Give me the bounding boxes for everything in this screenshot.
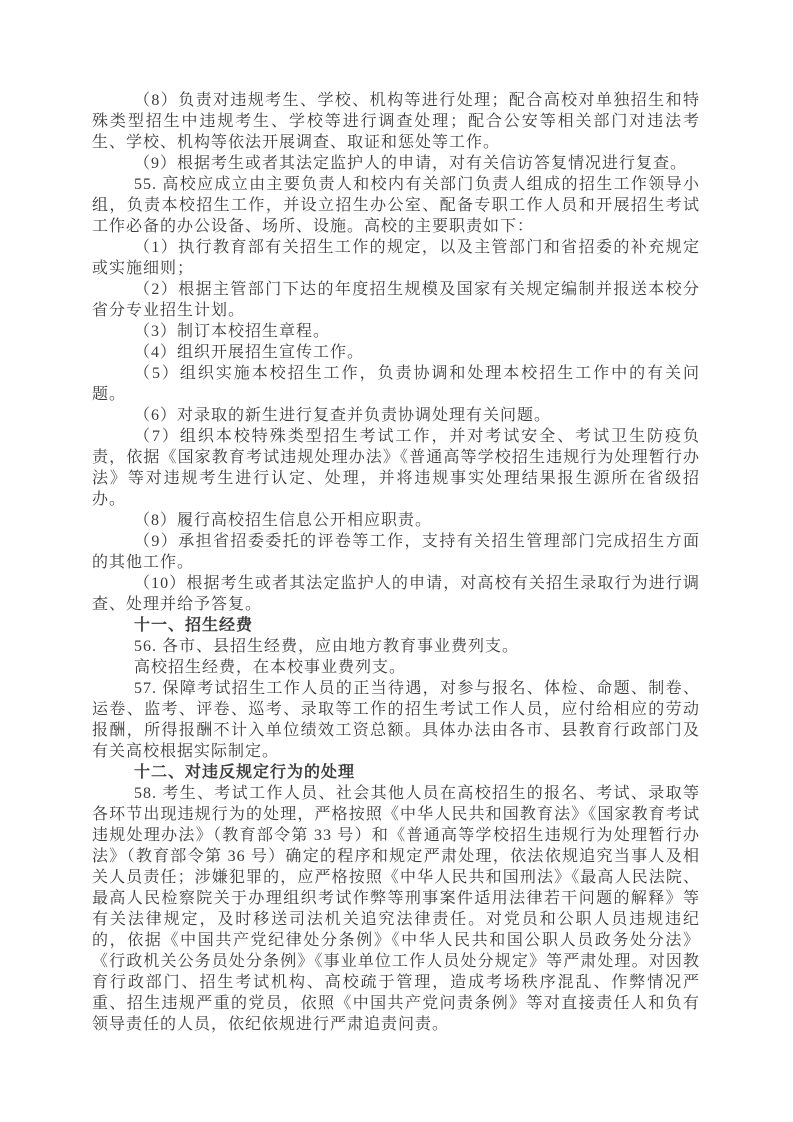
paragraph: 55. 高校应成立由主要负责人和校内有关部门负责人组成的招生工作领导小组，负责本校招生工作，并设立招生办公室、配备专职工作人员和开展招生考试工作必备的办公设备、场所、设施。高校的主要职责如下： [92, 176, 700, 235]
paragraph: （8）负责对违规考生、学校、机构等进行处理；配合高校对单独招生和特殊类型招生中违规考生、学校等进行调查处理；配合公安等相关部门对违法考生、学校、机构等依法开展调查、取证和惩处等工作。 [92, 92, 700, 151]
paragraph: （5）组织实施本校招生工作，负责协调和处理本校招生工作中的有关问题。 [92, 365, 700, 403]
document-content [92, 90, 700, 1035]
paragraph: （10）根据考生或者其法定监护人的申请，对高校有关招生录取行为进行调查、处理并给予答复。 [92, 575, 700, 613]
paragraph: （7）组织本校特殊类型招生考试工作，并对考试安全、考试卫生防疫负责，依据《国家教育考试违规处理办法》《普通高等学校招生违规行为处理暂行办法》等对违规考生进行认定、处理，并将违规事实处理结果报生源所在省级招办。 [92, 428, 700, 508]
paragraph: （9）承担省招委委托的评卷等工作，支持有关招生管理部门完成招生方面的其他工作。 [92, 533, 700, 571]
paragraph: （8）履行高校招生信息公开相应职责。 [134, 512, 433, 529]
paragraph: （6）对录取的新生进行复查并负责协调处理有关问题。 [134, 407, 552, 424]
paragraph: （9）根据考生或者其法定监护人的申请，对有关信访答复情况进行复查。 [134, 155, 688, 172]
paragraph: 高校招生经费，在本校事业费列支。 [134, 659, 407, 676]
paragraph: （4）组织开展招生宣传工作。 [134, 344, 365, 361]
paragraph: （2）根据主管部门下达的年度招生规模及国家有关规定编制并报送本校分省分专业招生计划。 [92, 281, 700, 319]
paragraph: 57. 保障考试招生工作人员的正当待遇，对参与报名、体检、命题、制卷、运卷、监考、评卷、巡考、录取等工作的招生考试工作人员，应付给相应的劳动报酬，所得报酬不计入单位绩效工资总额。具体办法由各市、县教育行政部门及有关高校根据实际制定。 [92, 680, 700, 760]
paragraph: （1）执行教育部有关招生工作的规定，以及主管部门和省招委的补充规定或实施细则； [92, 239, 700, 277]
paragraph: 58. 考生、考试工作人员、社会其他人员在高校招生的报名、考试、录取等各环节出现违规行为的处理，严格按照《中华人民共和国教育法》《国家教育考试违规处理办法》（教育部令第 33 号）和《普通高等学校招生违规行为处理暂行办法》（教育部令第 36 号）确定的程序和规定严肃处理，依法依规追究当事人及相关人员责任；涉嫌犯罪的，应严格按照《中华人民共和国刑法》《最高人民法院、最高人民检察院关于办理组织考试作弊等刑事案件适用法律若干问题的解释》等有关法律规定，及时移送司法机关追究法律责任。对党员和公职人员违规违纪的，依据《中国共产党纪律处分条例》《中华人民共和国公职人员政务处分法》《行政机关公务员处分条例》《事业单位工作人员处分规定》等严肃处理。对因教育行政部门、招生考试机构、高校疏于管理，造成考场秩序混乱、作弊情况严重、招生违规严重的党员，依照《中国共产党问责条例》等对直接责任人和负有领导责任的人员，依纪依规进行严肃追责问责。 [92, 785, 700, 1033]
section-heading: 十二、对违反规定行为的处理 [134, 764, 356, 781]
paragraph: （3）制订本校招生章程。 [134, 323, 331, 340]
section-heading: 十一、招生经费 [134, 617, 254, 634]
paragraph: 56. 各市、县招生经费，应由地方教育事业费列支。 [134, 638, 520, 655]
